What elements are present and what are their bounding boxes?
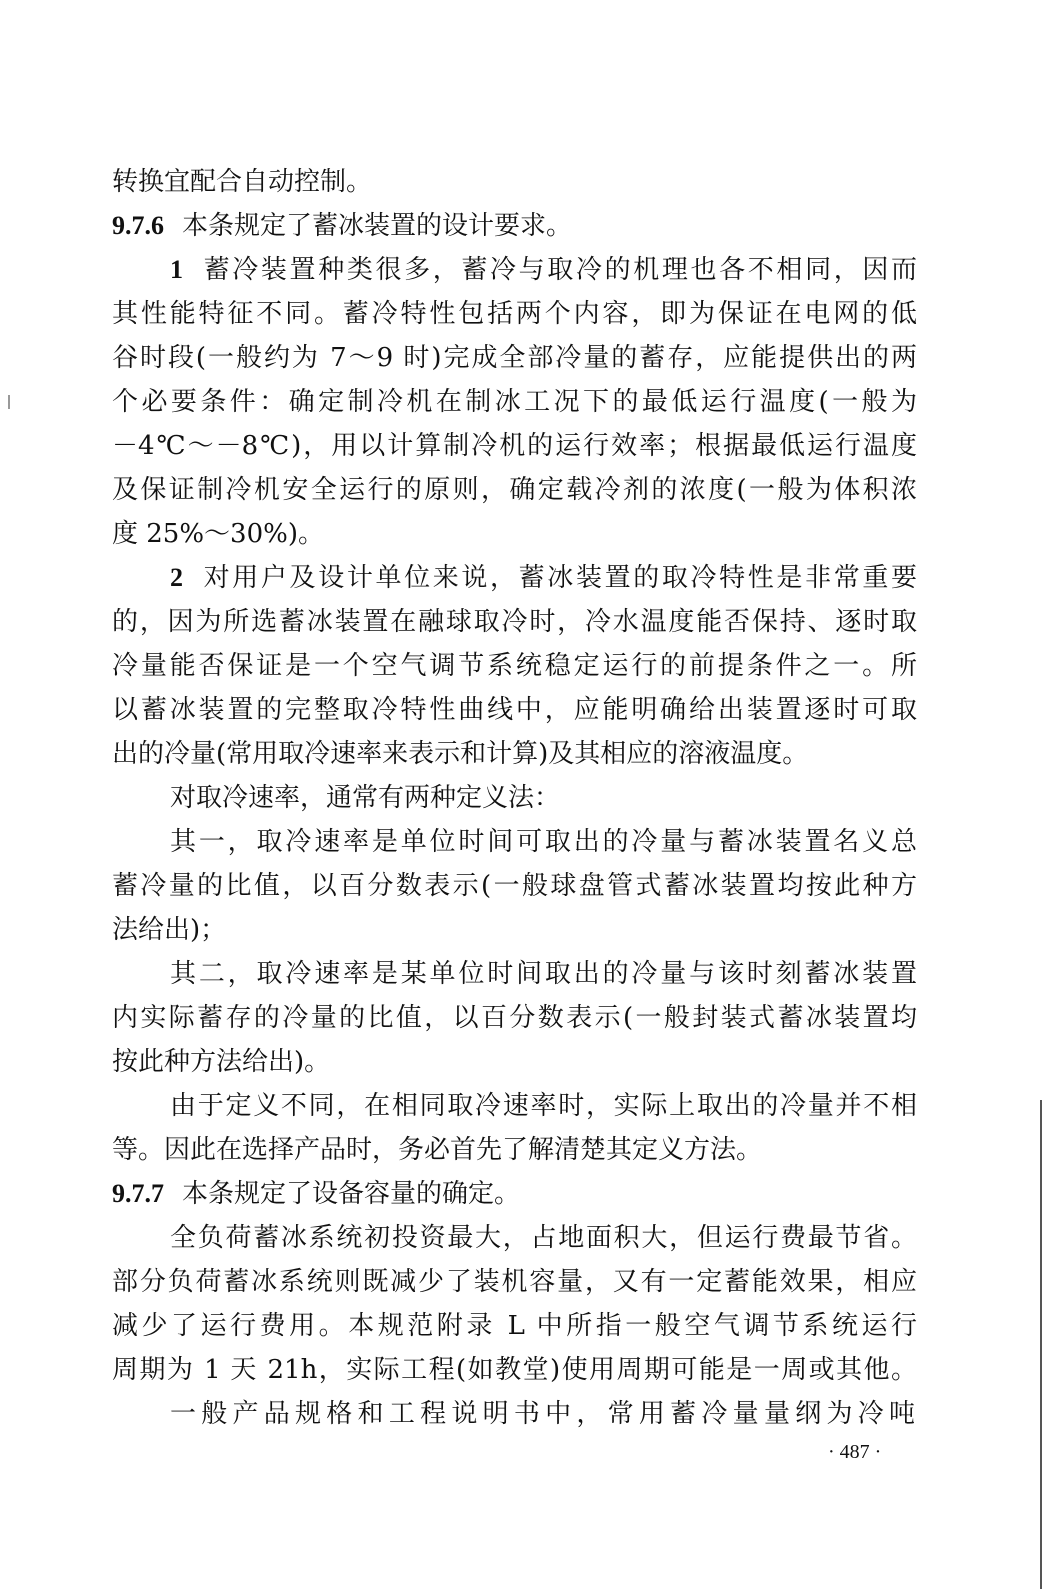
text-line: 其一，取冷速率是单位时间可取出的冷量与蓄冰装置名义总 xyxy=(170,827,917,857)
item-number: 1 xyxy=(170,255,183,284)
section-title: 本条规定了蓄冰装置的设计要求。 xyxy=(182,211,573,241)
item-text: 蓄冷装置种类很多，蓄冷与取冷的机理也各不相同，因而 xyxy=(201,255,917,285)
text-line: 及保证制冷机安全运行的原则，确定载冷剂的浓度(一般为体积浓 xyxy=(112,475,917,505)
text-line: 全负荷蓄冰系统初投资最大，占地面积大，但运行费最节省。 xyxy=(170,1223,917,1253)
text-line: －4℃～－8℃)，用以计算制冷机的运行效率；根据最低运行温度 xyxy=(112,431,917,461)
text-line: 对取冷速率，通常有两种定义法： xyxy=(170,783,561,813)
text-line: 个必要条件：确定制冷机在制冰工况下的最低运行温度(一般为 xyxy=(112,387,917,417)
section-heading-9-7-6 xyxy=(112,210,917,242)
page-edge-divider xyxy=(1040,1100,1042,1589)
text-line: 减少了运行费用。本规范附录 L 中所指一般空气调节系统运行 xyxy=(112,1311,917,1341)
text-line: 由于定义不同，在相同取冷速率时，实际上取出的冷量并不相 xyxy=(170,1091,917,1121)
text-line: 内实际蓄存的冷量的比值，以百分数表示(一般封装式蓄冰装置均 xyxy=(112,1003,917,1033)
text-line: 谷时段(一般约为 7～9 时)完成全部冷量的蓄存，应能提供出的两 xyxy=(112,343,917,373)
text-line: 法给出)； xyxy=(112,915,227,945)
list-item-1 xyxy=(170,254,917,286)
text-line: 出的冷量(常用取冷速率来表示和计算)及其相应的溶液温度。 xyxy=(112,739,809,769)
section-heading-9-7-7 xyxy=(112,1178,917,1210)
text-line: 按此种方法给出)。 xyxy=(112,1047,331,1077)
section-title: 本条规定了设备容量的确定。 xyxy=(182,1179,521,1209)
item-text: 对用户及设计单位来说，蓄冰装置的取冷特性是非常重要 xyxy=(201,563,917,593)
text-line: 部分负荷蓄冰系统则既减少了装机容量，又有一定蓄能效果，相应 xyxy=(112,1267,917,1297)
text-line: 其二，取冷速率是某单位时间取出的冷量与该时刻蓄冰装置 xyxy=(170,959,917,989)
list-item-2 xyxy=(170,562,917,594)
text-line: 度 25%～30%)。 xyxy=(112,519,324,549)
text-line: 其性能特征不同。蓄冷特性包括两个内容，即为保证在电网的低 xyxy=(112,299,917,329)
section-number: 9.7.7 xyxy=(112,1179,164,1208)
text-line: 冷量能否保证是一个空气调节系统稳定运行的前提条件之一。所 xyxy=(112,651,917,681)
text-line: 以蓄冰装置的完整取冷特性曲线中，应能明确给出装置逐时可取 xyxy=(112,695,917,725)
text-line: 等。因此在选择产品时，务必首先了解清楚其定义方法。 xyxy=(112,1135,763,1165)
text-line: 蓄冷量的比值，以百分数表示(一般球盘管式蓄冰装置均按此种方 xyxy=(112,871,917,901)
text-line: 一般产品规格和工程说明书中，常用蓄冷量量纲为冷吨 xyxy=(170,1399,917,1429)
text-line: 周期为 1 天 21h，实际工程(如教堂)使用周期可能是一周或其他。 xyxy=(112,1355,917,1385)
section-number: 9.7.6 xyxy=(112,211,164,240)
scan-mark xyxy=(8,395,10,409)
item-number: 2 xyxy=(170,563,183,592)
text-line: 的，因为所选蓄冰装置在融球取冷时，冷水温度能否保持、逐时取 xyxy=(112,607,917,637)
page-number: · 487 · xyxy=(828,1441,882,1463)
text-line: 转换宜配合自动控制。 xyxy=(112,167,373,197)
